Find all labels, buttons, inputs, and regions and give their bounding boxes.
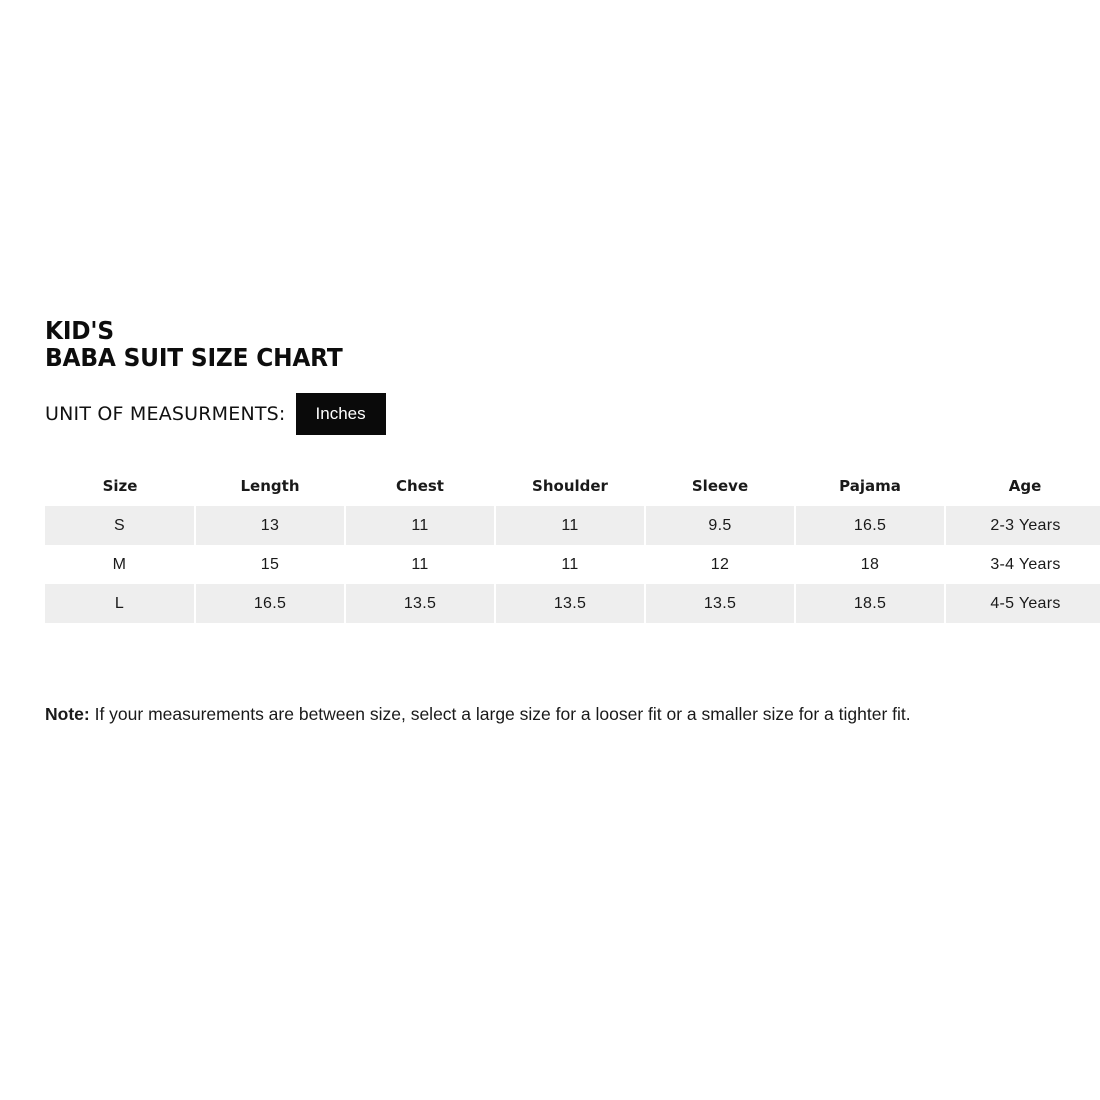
cell-chest: 13.5 — [345, 584, 495, 623]
page-title — [45, 318, 1055, 371]
table-row — [45, 506, 1100, 545]
cell-pajama: 18.5 — [795, 584, 945, 623]
cell-size: L — [45, 584, 195, 623]
table-header-row — [45, 477, 1100, 506]
size-chart-table — [45, 477, 1100, 623]
unit-of-measurement-label: UNIT OF MEASURMENTS: — [45, 403, 286, 425]
cell-pajama: 16.5 — [795, 506, 945, 545]
cell-length: 15 — [195, 545, 345, 584]
cell-chest: 11 — [345, 545, 495, 584]
size-chart-content — [45, 316, 1061, 623]
cell-size: M — [45, 545, 195, 584]
cell-length: 16.5 — [195, 584, 345, 623]
column-header-shoulder: Shoulder — [495, 477, 645, 506]
cell-length: 13 — [195, 506, 345, 545]
table-row — [45, 545, 1100, 584]
cell-shoulder: 11 — [495, 506, 645, 545]
column-header-length: Length — [195, 477, 345, 506]
note-body: If your measurements are between size, select a large size for a looser fit or a smaller size for a tighter fit. — [89, 704, 911, 724]
note-label: Note: — [45, 704, 90, 724]
cell-chest: 11 — [345, 506, 495, 545]
cell-size: S — [45, 506, 195, 545]
note-text — [45, 703, 965, 727]
column-header-sleeve: Sleeve — [645, 477, 795, 506]
unit-of-measurement-value: Inches — [296, 393, 386, 435]
cell-sleeve: 13.5 — [645, 584, 795, 623]
unit-of-measurement-row — [45, 393, 1055, 435]
column-header-size: Size — [45, 477, 195, 506]
title-line-1: KID'S — [45, 316, 114, 345]
cell-pajama: 18 — [795, 545, 945, 584]
cell-age: 2-3 Years — [945, 506, 1100, 545]
cell-sleeve: 12 — [645, 545, 795, 584]
column-header-chest: Chest — [345, 477, 495, 506]
column-header-pajama: Pajama — [795, 477, 945, 506]
cell-sleeve: 9.5 — [645, 506, 795, 545]
title-line-2: BABA SUIT SIZE CHART — [45, 342, 343, 372]
column-header-age: Age — [945, 477, 1100, 506]
cell-age: 4-5 Years — [945, 584, 1100, 623]
cell-age: 3-4 Years — [945, 545, 1100, 584]
cell-shoulder: 11 — [495, 545, 645, 584]
table-row — [45, 584, 1100, 623]
cell-shoulder: 13.5 — [495, 584, 645, 623]
